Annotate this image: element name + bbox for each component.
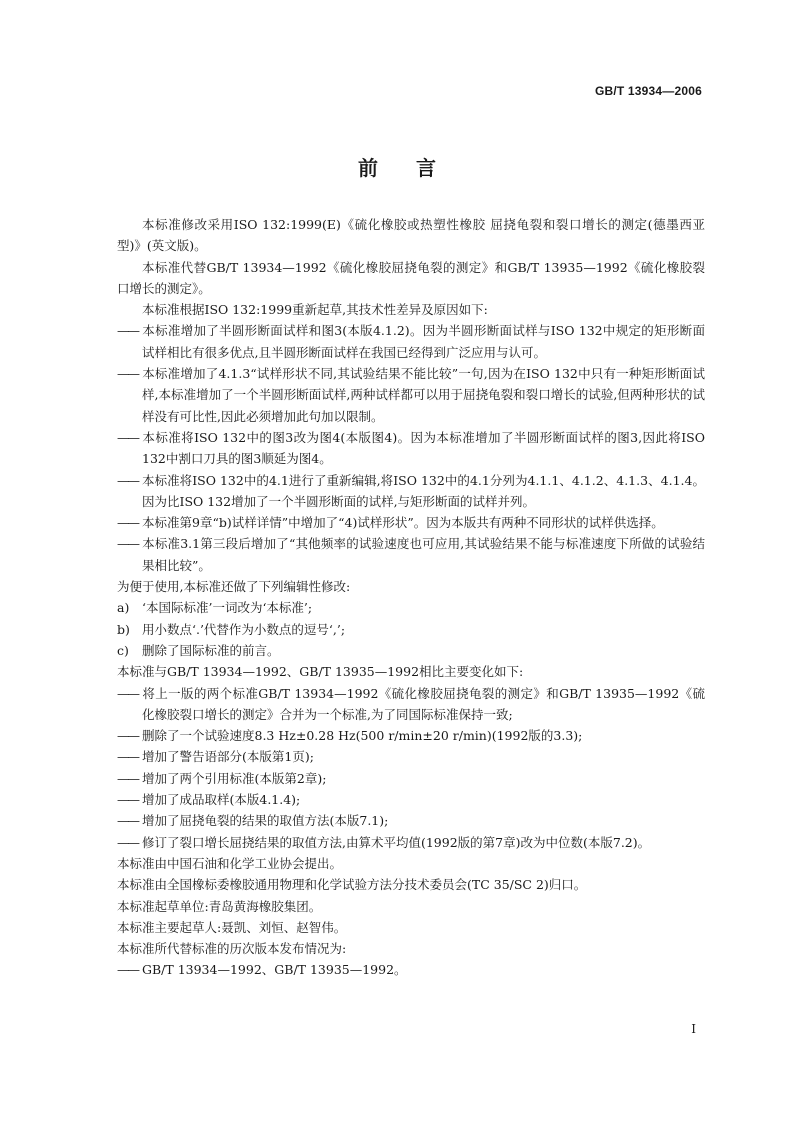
adoption-paragraph: 本标准修改采用ISO 132:1999(E)《硫化橡胶或热塑性橡胶 屈挠龟裂和裂口增长的测定(德墨西亚型)》(英文版)。 xyxy=(117,217,705,254)
drafting-unit: 本标准起草单位:青岛黄海橡胶集团。 xyxy=(117,898,322,914)
replacement-paragraph: 本标准代替GB/T 13934—1992《硫化橡胶屈挠龟裂的测定》和GB/T 13935—1992《硫化橡胶裂口增长的测定》。 xyxy=(117,259,705,296)
item-text: 用小数点‘.’代替作为小数点的逗号‘,’; xyxy=(142,621,346,637)
standard-code: GB/T 13934—2006 xyxy=(594,84,702,98)
diff-text: 本标准3.1第三段后增加了“其他频率的试验速度也可应用,其试验结果不能与标准速度下所做的试验结果相比较”。 xyxy=(142,536,705,573)
dash-mark: —— xyxy=(117,770,138,786)
page-number: I xyxy=(691,1022,696,1036)
diff-text: 本标准第9章“b)试样详情”中增加了“4)试样形状”。因为本版共有两种不同形状的试样供选择。 xyxy=(142,515,664,531)
change-text: 增加了两个引用标准(本版第2章); xyxy=(142,770,327,786)
dash-mark: —— xyxy=(117,792,138,808)
change-item xyxy=(117,810,705,831)
dash-mark: —— xyxy=(117,813,138,829)
editorial-item xyxy=(117,640,705,661)
dash-mark: —— xyxy=(117,685,138,701)
dash-mark: —— xyxy=(117,515,138,531)
dash-mark: —— xyxy=(117,834,138,850)
change-item xyxy=(117,832,705,853)
dash-mark: —— xyxy=(117,728,138,744)
change-item xyxy=(117,725,705,746)
dash-mark: —— xyxy=(117,749,138,765)
diff-item xyxy=(117,470,705,513)
diff-item xyxy=(117,427,705,470)
diff-item xyxy=(117,320,705,363)
change-text: 增加了成品取样(本版4.1.4); xyxy=(142,792,301,808)
drafters: 本标准主要起草人:聂凯、刘恒、赵智伟。 xyxy=(117,919,347,935)
editorial-item xyxy=(117,597,705,618)
diff-text: 本标准增加了4.1.3“试样形状不同,其试验结果不能比较”一句,因为在ISO 132中只有一种矩形断面试样,本标准增加了一个半圆形断面试样,两种试样都可以用于屈挠龟裂和裂口增长的试验,但两种形状的试样没有可比性,因此必须增加此句加以限制。 xyxy=(142,366,705,424)
change-text: 修订了裂口增长屈挠结果的取值方法,由算术平均值(1992版的第7章)改为中位数(本版7.2)。 xyxy=(142,834,651,850)
diff-item xyxy=(117,512,705,533)
history-intro: 本标准所代替标准的历次版本发布情况为: xyxy=(117,941,347,957)
diff-text: 本标准将ISO 132中的图3改为图4(本版图4)。因为本标准增加了半圆形断面试样的图3,因此将ISO 132中割口刀具的图3顺延为图4。 xyxy=(142,429,705,467)
change-text: 删除了一个试验速度8.3 Hz±0.28 Hz(500 r/min±20 r/min)(1992版的3.3); xyxy=(142,728,583,744)
dash-mark: —— xyxy=(117,472,138,488)
item-label: a) xyxy=(117,600,130,616)
change-item xyxy=(117,789,705,810)
managed-by: 本标准由全国橡标委橡胶通用物理和化学试验方法分技术委员会(TC 35/SC 2)归口。 xyxy=(117,877,587,893)
item-label: b) xyxy=(117,621,130,637)
dash-mark: —— xyxy=(117,536,138,552)
history-item xyxy=(117,959,705,980)
history-text: GB/T 13934—1992、GB/T 13935—1992。 xyxy=(142,962,407,978)
changes-intro: 本标准与GB/T 13934—1992、GB/T 13935—1992相比主要变化如下: xyxy=(117,664,524,680)
dash-mark: —— xyxy=(117,366,138,382)
change-item xyxy=(117,768,705,789)
item-label: c) xyxy=(117,642,129,658)
dash-mark: —— xyxy=(117,429,138,445)
item-text: ‘本国际标准’一词改为‘本标准’; xyxy=(142,600,313,616)
change-item xyxy=(117,746,705,767)
diff-text: 本标准将ISO 132中的4.1进行了重新编辑,将ISO 132中的4.1分列为4.1.1、4.1.2、4.1.3、4.1.4。因为比ISO 132增加了一个半圆形断面的试样,与矩形断面的试样并列。 xyxy=(142,472,705,509)
differences-intro: 本标准根据ISO 132:1999重新起草,其技术性差异及原因如下: xyxy=(142,302,488,318)
change-text: 增加了屈挠龟裂的结果的取值方法(本版7.1); xyxy=(142,813,389,829)
foreword-body xyxy=(117,214,705,981)
diff-text: 本标准增加了半圆形断面试样和图3(本版4.1.2)。因为半圆形断面试样与ISO 132中规定的矩形断面试样相比有很多优点,且半圆形断面试样在我国已经得到广泛应用与认可。 xyxy=(142,323,705,360)
proposed-by: 本标准由中国石油和化学工业协会提出。 xyxy=(117,855,343,871)
diff-item xyxy=(117,363,705,427)
change-text: 增加了警告语部分(本版第1页); xyxy=(142,749,314,765)
dash-mark: —— xyxy=(117,962,138,978)
page-title: 前言 xyxy=(358,156,474,180)
change-text: 将上一版的两个标准GB/T 13934—1992《硫化橡胶屈挠龟裂的测定》和GB/T 13935—1992《硫化橡胶裂口增长的测定》合并为一个标准,为了同国际标准保持一致; xyxy=(142,685,705,722)
item-text: 删除了国际标准的前言。 xyxy=(142,642,280,658)
editorial-item xyxy=(117,619,705,640)
dash-mark: —— xyxy=(117,323,138,339)
diff-item xyxy=(117,533,705,576)
change-item xyxy=(117,683,705,726)
editorial-intro: 为便于使用,本标准还做了下列编辑性修改: xyxy=(117,579,351,595)
